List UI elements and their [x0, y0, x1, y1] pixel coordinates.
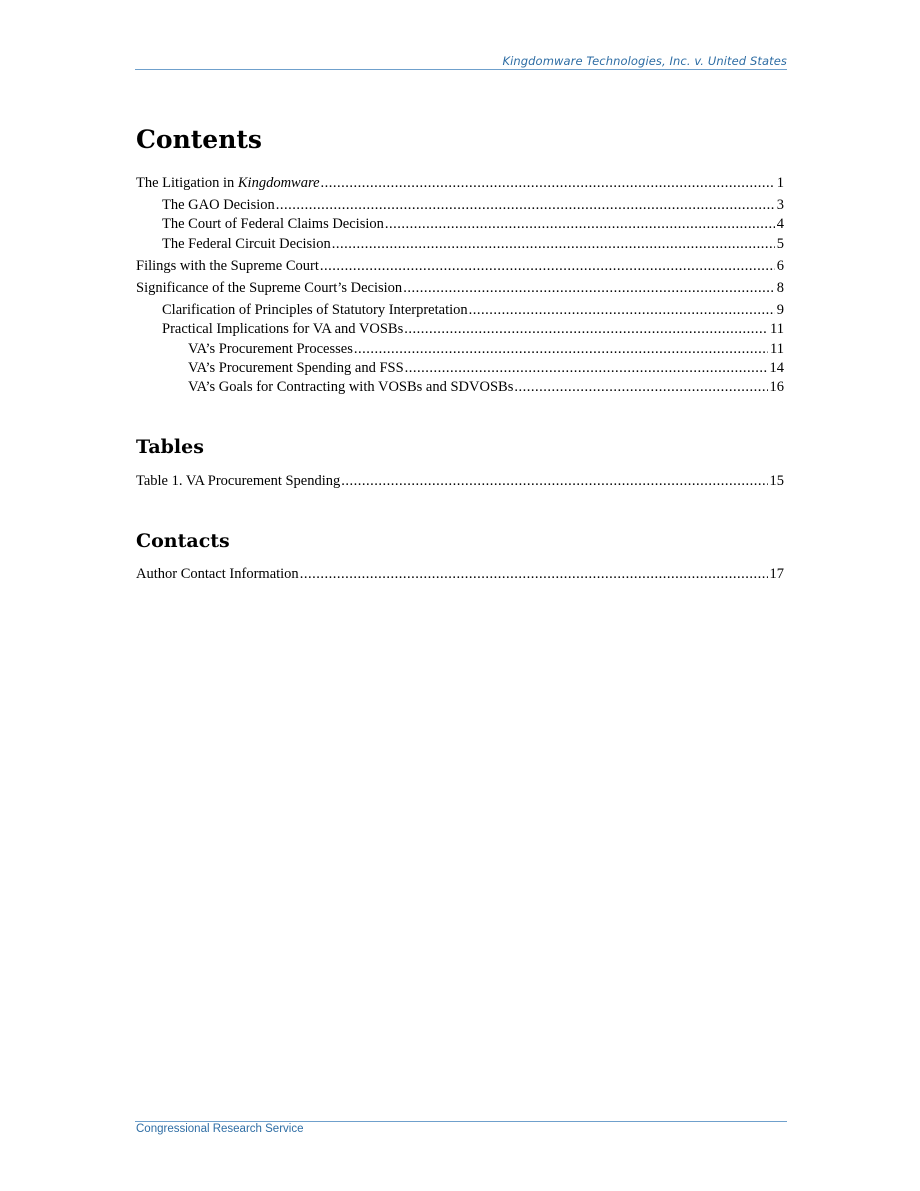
contents-heading: Contents [136, 125, 263, 154]
dot-leader [332, 235, 775, 253]
toc-entry-title: Author Contact Information [136, 566, 299, 582]
toc-entry-title: Table 1. VA Procurement Spending [136, 473, 341, 489]
toc-entry-title: The Litigation in Kingdomware [136, 175, 320, 191]
toc-entry-title: VA’s Procurement Spending and FSS [188, 360, 404, 376]
toc-page-number: 8 [776, 280, 784, 296]
toc-entry-author-contact[interactable] [136, 565, 784, 583]
footer-publisher: Congressional Research Service [136, 1123, 304, 1135]
toc-page-number: 1 [776, 175, 784, 191]
toc-page-number: 11 [770, 321, 784, 337]
toc-entry-title: Significance of the Supreme Court’s Decision [136, 280, 403, 296]
dot-leader [276, 196, 775, 214]
header-rule [135, 69, 787, 70]
toc-entry-title: Clarification of Principles of Statutory Interpretation [162, 302, 468, 318]
toc-page-number: 4 [776, 216, 784, 232]
toc-entry-title: Filings with the Supreme Court [136, 258, 319, 274]
dot-leader [404, 320, 768, 338]
dot-leader [321, 174, 775, 192]
dot-leader [385, 215, 775, 233]
toc-page-number: 14 [769, 360, 784, 376]
dot-leader [320, 257, 775, 275]
toc-entry-title: Practical Implications for VA and VOSBs [162, 321, 404, 337]
toc-page-number: 9 [776, 302, 784, 318]
toc-page-number: 17 [769, 566, 784, 582]
dot-leader [354, 340, 768, 358]
dot-leader [469, 301, 775, 319]
toc-entry-litigation[interactable] [136, 174, 784, 192]
footer-rule [135, 1121, 787, 1122]
toc-entry-cfc-decision[interactable] [162, 215, 784, 233]
dot-leader [341, 472, 767, 490]
toc-page-number: 3 [776, 197, 784, 213]
toc-entry-statutory-interpretation[interactable] [162, 301, 784, 319]
toc-entry-practical-implications[interactable] [162, 320, 784, 338]
toc-page-number: 5 [776, 236, 784, 252]
tables-heading: Tables [136, 436, 204, 458]
toc-entry-title: VA’s Goals for Contracting with VOSBs and SDVOSBs [188, 379, 514, 395]
toc-entry-federal-circuit-decision[interactable] [162, 235, 784, 253]
toc-entry-supreme-court-filings[interactable] [136, 257, 784, 275]
toc-entry-procurement-processes[interactable] [188, 340, 784, 358]
toc-page-number: 6 [776, 258, 784, 274]
toc-page-number: 15 [769, 473, 784, 489]
dot-leader [300, 565, 768, 583]
toc-entry-title: The Federal Circuit Decision [162, 236, 331, 252]
toc-entry-procurement-spending-fss[interactable] [188, 359, 784, 377]
toc-entry-gao-decision[interactable] [162, 196, 784, 214]
running-header: Kingdomware Technologies, Inc. v. United States [502, 54, 787, 68]
toc-entry-significance[interactable] [136, 279, 784, 297]
toc-entry-table-1[interactable] [136, 472, 784, 490]
toc-page-number: 16 [769, 379, 784, 395]
contacts-heading: Contacts [136, 530, 230, 552]
toc-entry-title: The GAO Decision [162, 197, 275, 213]
dot-leader [514, 378, 767, 396]
toc-entry-title: VA’s Procurement Processes [188, 341, 353, 357]
toc-entry-title: The Court of Federal Claims Decision [162, 216, 384, 232]
dot-leader [405, 359, 768, 377]
toc-page-number: 11 [770, 341, 784, 357]
dot-leader [403, 279, 775, 297]
toc-entry-contracting-goals[interactable] [188, 378, 784, 396]
